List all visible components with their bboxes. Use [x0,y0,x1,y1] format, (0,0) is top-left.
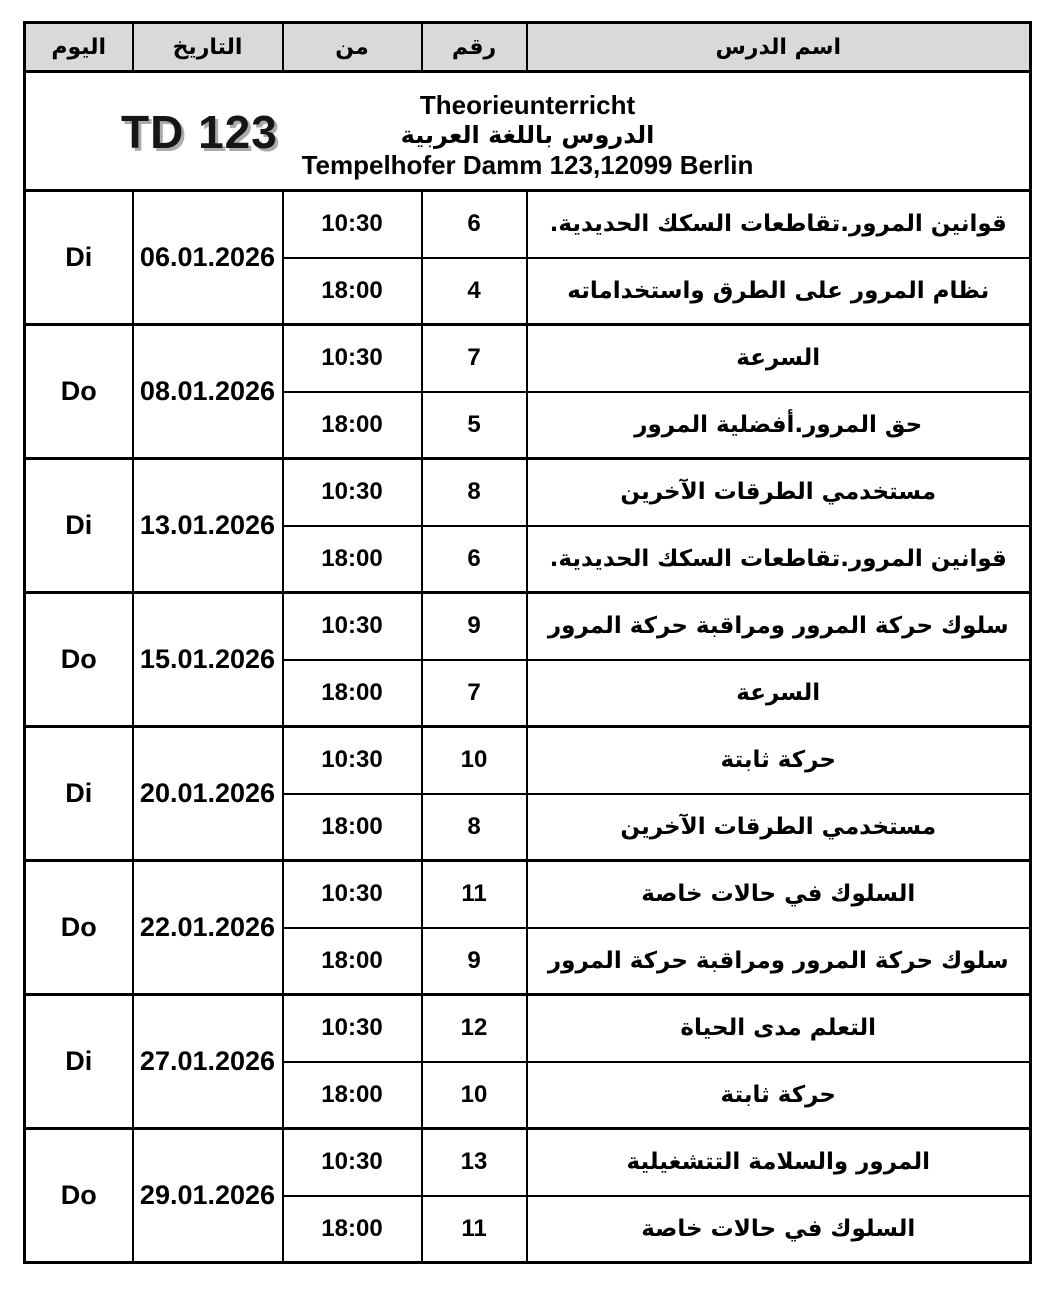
time-cell: 18:00 [283,928,422,995]
col-header-day: اليوم [25,23,133,72]
time-cell: 10:30 [283,1129,422,1196]
lesson-name-cell: السرعة [527,325,1031,392]
day-cell: Di [25,459,133,593]
lesson-name-cell: سلوك حركة المرور ومراقبة حركة المرور [527,593,1031,660]
col-header-number: رقم [422,23,527,72]
time-cell: 10:30 [283,861,422,928]
lesson-name-cell: سلوك حركة المرور ومراقبة حركة المرور [527,928,1031,995]
date-cell: 15.01.2026 [133,593,283,727]
date-cell: 13.01.2026 [133,459,283,593]
time-cell: 10:30 [283,727,422,794]
document-address: Tempelhofer Damm 123,12099 Berlin [301,149,754,180]
lesson-number-cell: 9 [422,928,527,995]
time-cell: 10:30 [283,325,422,392]
schedule-row [25,191,1031,258]
lesson-name-cell: السلوك في حالات خاصة [527,861,1031,928]
column-header-row [25,23,1031,72]
lesson-name-cell: نظام المرور على الطرق واستخداماته [527,258,1031,325]
time-cell: 10:30 [283,191,422,258]
date-cell: 20.01.2026 [133,727,283,861]
lesson-number-cell: 10 [422,727,527,794]
time-cell: 18:00 [283,1062,422,1129]
lesson-number-cell: 11 [422,861,527,928]
lesson-name-cell: مستخدمي الطرقات الآخرين [527,794,1031,861]
lesson-number-cell: 8 [422,794,527,861]
schedule-row [25,325,1031,392]
lesson-number-cell: 10 [422,1062,527,1129]
lesson-number-cell: 9 [422,593,527,660]
lesson-name-cell: مستخدمي الطرقات الآخرين [527,459,1031,526]
day-cell: Di [25,995,133,1129]
time-cell: 18:00 [283,660,422,727]
time-cell: 10:30 [283,593,422,660]
lesson-name-cell: المرور والسلامة التتشغيلية [527,1129,1031,1196]
lesson-name-cell: حركة ثابتة [527,727,1031,794]
title-band [25,72,1031,191]
day-cell: Do [25,325,133,459]
lesson-number-cell: 8 [422,459,527,526]
document-page [0,21,1050,1311]
lesson-number-cell: 11 [422,1196,527,1263]
time-cell: 10:30 [283,995,422,1062]
date-cell: 29.01.2026 [133,1129,283,1263]
time-cell: 18:00 [283,794,422,861]
day-cell: Di [25,727,133,861]
course-code: TD 123 [121,106,278,158]
lesson-name-cell: حق المرور.أفضلية المرور [527,392,1031,459]
lesson-name-cell: قوانين المرور.تقاطعات السكك الحديدية. [527,191,1031,258]
time-cell: 10:30 [283,459,422,526]
schedule-row [25,459,1031,526]
col-header-from: من [283,23,422,72]
theory-schedule-table [23,21,1032,1264]
lesson-number-cell: 7 [422,660,527,727]
lesson-number-cell: 6 [422,191,527,258]
lesson-number-cell: 13 [422,1129,527,1196]
lesson-number-cell: 5 [422,392,527,459]
title-row [25,72,1031,191]
schedule-row [25,727,1031,794]
day-cell: Do [25,1129,133,1263]
document-title: Theorieunterricht [419,89,636,120]
time-cell: 18:00 [283,392,422,459]
time-cell: 18:00 [283,258,422,325]
lesson-name-cell: التعلم مدى الحياة [527,995,1031,1062]
time-cell: 18:00 [283,1196,422,1263]
lesson-number-cell: 4 [422,258,527,325]
schedule-row [25,1129,1031,1196]
day-cell: Di [25,191,133,325]
schedule-row [25,593,1031,660]
lesson-name-cell: السلوك في حالات خاصة [527,1196,1031,1263]
schedule-row [25,861,1031,928]
day-cell: Do [25,861,133,995]
day-cell: Do [25,593,133,727]
lesson-number-cell: 12 [422,995,527,1062]
date-cell: 06.01.2026 [133,191,283,325]
date-cell: 08.01.2026 [133,325,283,459]
time-cell: 18:00 [283,526,422,593]
col-header-lesson: اسم الدرس [527,23,1031,72]
lesson-number-cell: 6 [422,526,527,593]
col-header-date: التاريخ [133,23,283,72]
date-cell: 22.01.2026 [133,861,283,995]
date-cell: 27.01.2026 [133,995,283,1129]
lesson-name-cell: قوانين المرور.تقاطعات السكك الحديدية. [527,526,1031,593]
document-subtitle-arabic: الدروس باللغة العربية [400,121,655,150]
lesson-name-cell: السرعة [527,660,1031,727]
lesson-number-cell: 7 [422,325,527,392]
lesson-name-cell: حركة ثابتة [527,1062,1031,1129]
schedule-row [25,995,1031,1062]
